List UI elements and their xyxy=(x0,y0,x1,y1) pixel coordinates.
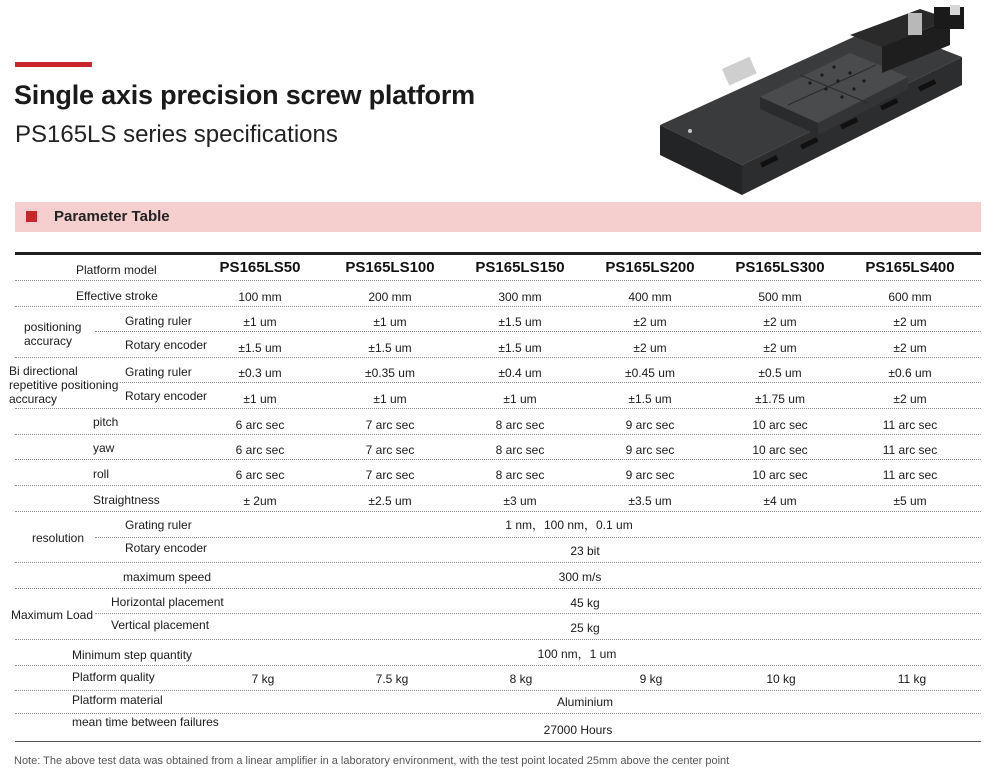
product-image xyxy=(650,5,980,197)
row-divider xyxy=(15,713,981,714)
table-cell: 7 kg xyxy=(251,672,275,686)
table-cell-merged: 100 nm，1 um xyxy=(537,647,617,661)
table-cell: 10 arc sec xyxy=(752,418,808,432)
title-accent-bar xyxy=(15,62,92,67)
table-cell: ±0.6 um xyxy=(888,366,932,380)
table-cell: ±2 um xyxy=(893,315,927,329)
row-divider xyxy=(95,537,981,538)
table-cell-merged: 45 kg xyxy=(570,596,600,610)
table-cell: ±0.35 um xyxy=(365,366,415,380)
table-cell: ±2 um xyxy=(633,341,667,355)
model-header: PS165LS150 xyxy=(475,259,565,276)
row-label-horizontal: Horizontal placement xyxy=(111,595,224,609)
table-cell: ±3 um xyxy=(503,494,537,508)
row-label-roll: roll xyxy=(93,467,110,481)
table-cell: 9 arc sec xyxy=(625,468,675,482)
table-cell: 10 arc sec xyxy=(752,468,808,482)
row-label-rotary: Rotary encoder xyxy=(125,541,208,555)
model-header: PS165LS50 xyxy=(219,259,301,276)
table-cell: ±2 um xyxy=(893,392,927,406)
row-group-repetitive: Bi directional repetitive positioning accuracy xyxy=(9,364,119,406)
table-cell: 11 arc sec xyxy=(882,468,938,482)
row-divider xyxy=(15,357,981,358)
table-cell: ±1.5 um xyxy=(368,341,412,355)
table-cell: 6 arc sec xyxy=(235,443,285,457)
table-cell: ±1.5 um xyxy=(498,315,542,329)
table-cell: 8 arc sec xyxy=(495,418,545,432)
model-header: PS165LS300 xyxy=(735,259,825,276)
table-cell-merged: 23 bit xyxy=(570,544,600,558)
row-divider xyxy=(15,639,981,640)
row-divider xyxy=(15,690,981,691)
row-divider xyxy=(15,408,981,409)
table-cell: 11 kg xyxy=(897,672,927,686)
row-group-resolution: resolution xyxy=(32,531,85,545)
table-cell: 8 arc sec xyxy=(495,443,545,457)
row-divider xyxy=(15,588,981,589)
table-cell: ±0.45 um xyxy=(625,366,675,380)
table-cell: ±4 um xyxy=(763,494,797,508)
table-cell-merged: Aluminium xyxy=(556,695,614,709)
table-cell: ±2 um xyxy=(763,341,797,355)
table-cell-merged: 300 m/s xyxy=(558,570,602,584)
table-cell: ± 2um xyxy=(243,494,277,508)
row-label-max-speed: maximum speed xyxy=(123,570,212,584)
table-cell: 7 arc sec xyxy=(365,443,415,457)
row-label-yaw: yaw xyxy=(93,441,115,455)
row-divider xyxy=(15,434,981,435)
table-cell: ±1.75 um xyxy=(755,392,805,406)
table-cell: ±0.4 um xyxy=(498,366,542,380)
row-label-straightness: Straightness xyxy=(93,493,160,507)
table-cell: ±1 um xyxy=(373,315,407,329)
footnote: Note: The above test data was obtained from a linear amplifier in a laboratory environment, with the test point located 25mm above the center point xyxy=(14,755,730,767)
table-cell: ±1 um xyxy=(243,315,277,329)
row-label-rotary: Rotary encoder xyxy=(125,338,208,352)
table-bottom-rule xyxy=(15,741,981,742)
row-label-material: Platform material xyxy=(72,693,163,707)
table-cell: ±2.5 um xyxy=(368,494,412,508)
row-label-rotary: Rotary encoder xyxy=(125,389,208,403)
row-label-grating: Grating ruler xyxy=(125,365,192,379)
row-divider xyxy=(15,306,981,307)
row-divider xyxy=(15,665,981,666)
table-cell: 200 mm xyxy=(368,290,412,304)
page-title: Single axis precision screw platform xyxy=(14,80,475,110)
row-group-positioning: positioning accuracy xyxy=(24,320,82,348)
table-cell: 9 arc sec xyxy=(625,418,675,432)
row-label-grating: Grating ruler xyxy=(125,518,192,532)
table-cell: ±2 um xyxy=(893,341,927,355)
section-marker xyxy=(26,211,37,222)
row-label-model: Platform model xyxy=(76,263,157,277)
table-cell: 7 arc sec xyxy=(365,418,415,432)
model-header: PS165LS200 xyxy=(605,259,695,276)
table-cell: 11 arc sec xyxy=(882,418,938,432)
row-divider xyxy=(15,280,981,281)
row-label-min-step: Minimum step quantity xyxy=(72,648,193,662)
row-divider xyxy=(95,613,981,614)
table-cell: 7 arc sec xyxy=(365,468,415,482)
row-label-mass: Platform quality xyxy=(72,670,155,684)
row-divider xyxy=(15,485,981,486)
table-cell: ±0.3 um xyxy=(238,366,282,380)
table-cell: 11 arc sec xyxy=(882,443,938,457)
row-divider xyxy=(95,331,981,332)
table-cell: ±1 um xyxy=(503,392,537,406)
table-cell: 9 arc sec xyxy=(625,443,675,457)
table-cell: ±1.5 um xyxy=(238,341,282,355)
table-cell: ±2 um xyxy=(633,315,667,329)
table-cell: 600 mm xyxy=(888,290,932,304)
model-header: PS165LS100 xyxy=(345,259,435,276)
table-cell-merged: 25 kg xyxy=(570,621,600,635)
row-label-vertical: Vertical placement xyxy=(111,618,210,632)
table-cell: ±5 um xyxy=(893,494,927,508)
row-divider xyxy=(15,562,981,563)
table-cell: 8 kg xyxy=(509,672,533,686)
model-header: PS165LS400 xyxy=(865,259,955,276)
table-cell: ±1.5 um xyxy=(628,392,672,406)
table-cell: ±2 um xyxy=(763,315,797,329)
table-cell: ±3.5 um xyxy=(628,494,672,508)
table-cell: 6 arc sec xyxy=(235,418,285,432)
page-subtitle: PS165LS series specifications xyxy=(15,121,338,148)
row-label-stroke: Effective stroke xyxy=(76,289,158,303)
table-cell: ±0.5 um xyxy=(758,366,802,380)
table-cell: ±1 um xyxy=(243,392,277,406)
row-label-grating: Grating ruler xyxy=(125,314,192,328)
row-divider xyxy=(15,511,981,512)
row-divider xyxy=(15,459,981,460)
table-cell: 7.5 kg xyxy=(375,672,409,686)
table-cell: ±1 um xyxy=(373,392,407,406)
table-cell-merged: 27000 Hours xyxy=(543,723,613,737)
table-cell: 10 arc sec xyxy=(752,443,808,457)
table-cell: 100 mm xyxy=(238,290,282,304)
table-cell: 400 mm xyxy=(628,290,672,304)
table-cell: 8 arc sec xyxy=(495,468,545,482)
row-group-max-load: Maximum Load xyxy=(11,608,94,622)
table-cell-merged: 1 nm，100 nm，0.1 um xyxy=(505,518,633,532)
row-label-pitch: pitch xyxy=(93,415,119,429)
section-title: Parameter Table xyxy=(54,208,170,225)
table-cell: 6 arc sec xyxy=(235,468,285,482)
row-label-mtbf: mean time between failures xyxy=(72,715,219,729)
table-cell: 10 kg xyxy=(766,672,796,686)
table-cell: 300 mm xyxy=(498,290,542,304)
table-cell: 500 mm xyxy=(758,290,802,304)
table-top-rule xyxy=(15,252,981,255)
table-cell: 9 kg xyxy=(639,672,663,686)
row-divider xyxy=(120,382,981,383)
table-cell: ±1.5 um xyxy=(498,341,542,355)
